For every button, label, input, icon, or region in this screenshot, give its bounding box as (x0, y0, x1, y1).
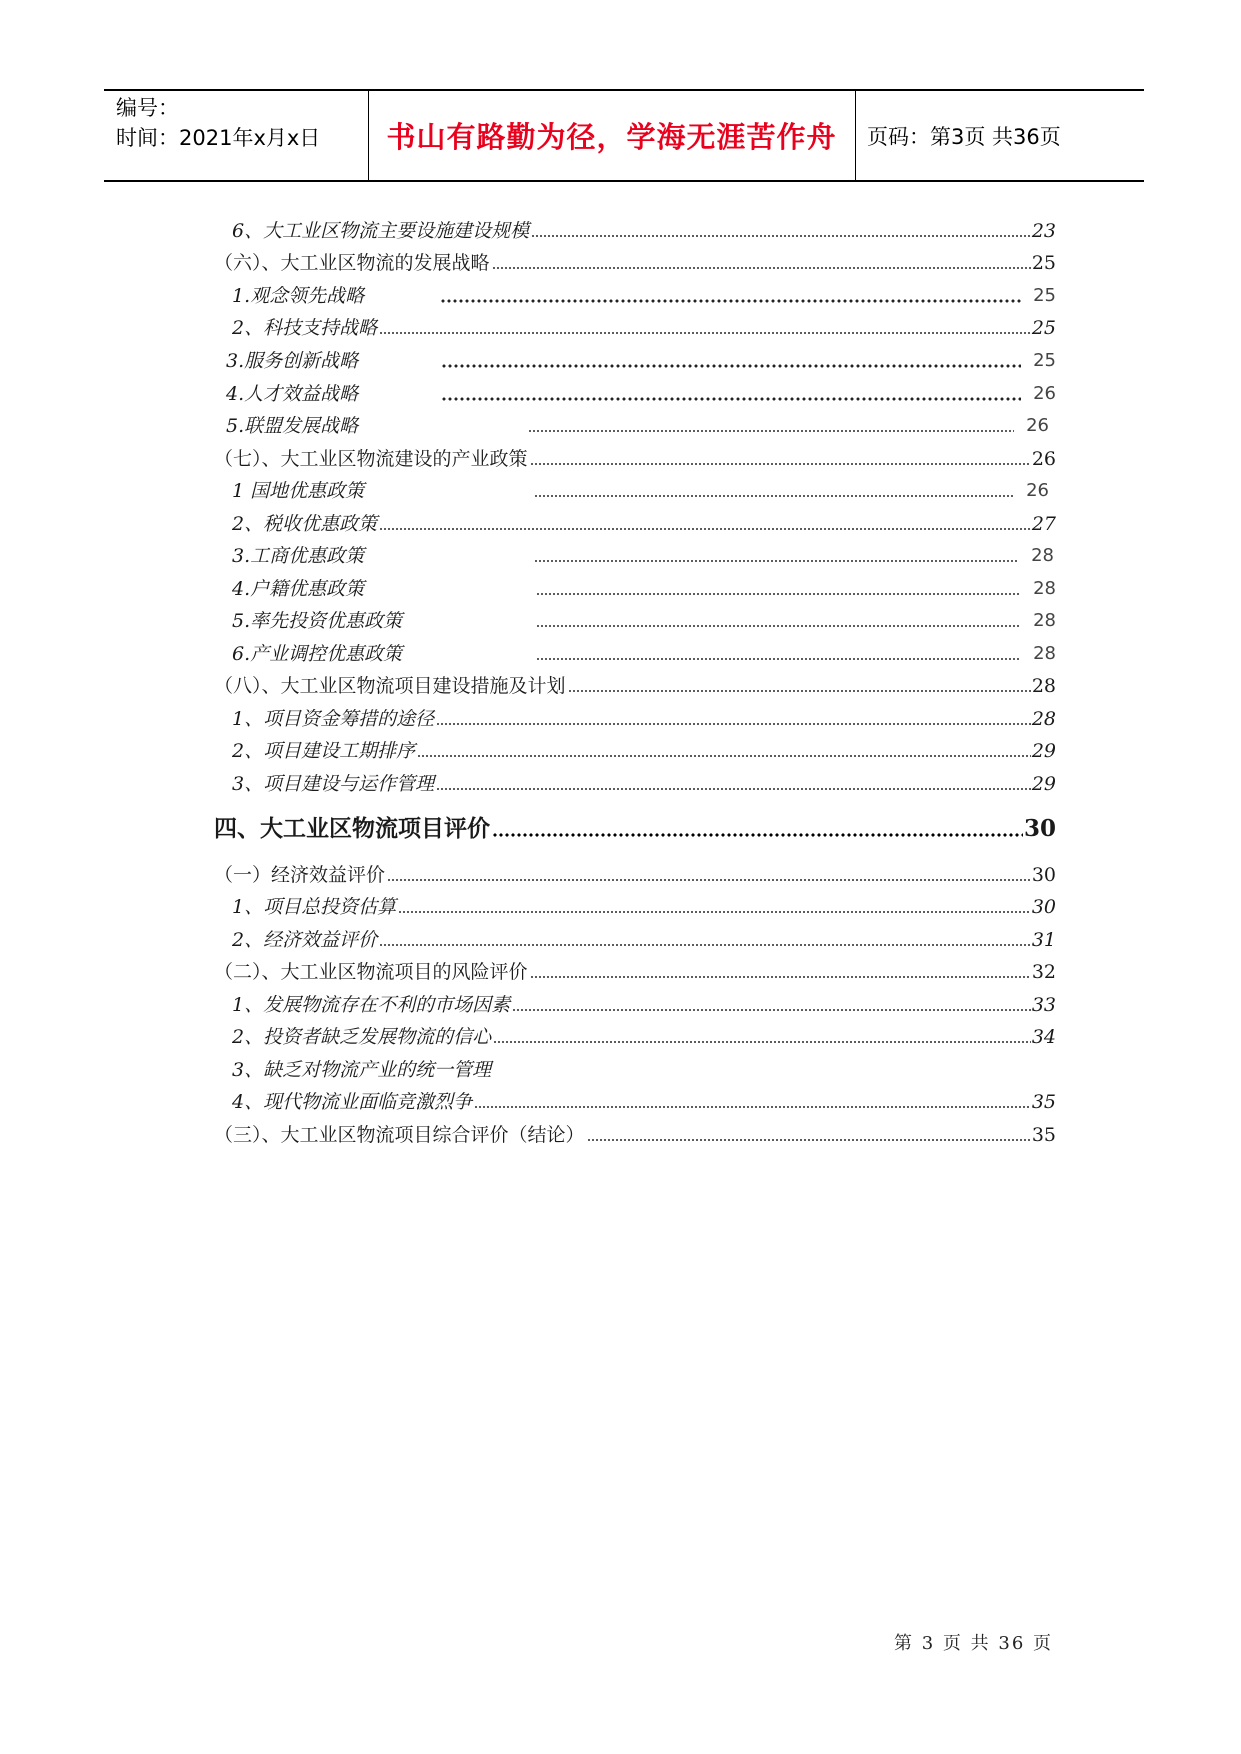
toc-leader-dots (440, 298, 1021, 304)
toc-entry-label: （六）、大工业区物流的发展战略 (214, 252, 490, 274)
toc-leader-dots (530, 975, 1031, 979)
toc-entry[interactable] (232, 506, 1056, 536)
toc-entry[interactable] (232, 889, 1056, 919)
toc-entry[interactable] (232, 766, 1056, 796)
toc-leader-dots (398, 910, 1031, 914)
toc-entry-label: 2、项目建设工期排序 (232, 740, 416, 762)
toc-entry-page: 26 (1033, 383, 1056, 404)
toc-entry-page: 25 (1031, 252, 1056, 274)
toc-leader-dots (528, 429, 1014, 433)
toc-entry-page: 23 (1031, 220, 1056, 242)
toc-entry-page: 27 (1031, 513, 1056, 535)
toc-entry-label: 3.工商优惠政策 (232, 545, 365, 567)
toc-entry-label: 1、项目总投资估算 (232, 896, 397, 918)
toc-entry-label: 6、大工业区物流主要设施建设规模 (232, 220, 530, 242)
toc-entry[interactable] (232, 922, 1056, 952)
toc-entry-page: 29 (1031, 773, 1056, 795)
toc-entry-label: （二）、大工业区物流项目的风险评价 (214, 961, 528, 983)
toc-entry[interactable] (214, 245, 1056, 275)
toc-leader-dots (417, 754, 1031, 758)
toc-entry[interactable] (232, 733, 1056, 763)
toc-leader-dots (379, 331, 1031, 335)
toc-entry-page: 25 (1031, 317, 1056, 339)
toc-entry[interactable] (214, 441, 1056, 471)
toc-entry[interactable] (226, 408, 1049, 438)
toc-entry-page: 28 (1033, 643, 1056, 664)
toc-entry-page: 34 (1031, 1026, 1056, 1048)
toc-leader-dots (568, 689, 1031, 693)
toc-entry[interactable] (232, 538, 1054, 568)
header-meta (116, 93, 320, 153)
toc-entry-label: 3、项目建设与运作管理 (232, 773, 435, 795)
toc-entry-label: （三）、大工业区物流项目综合评价（结论） (214, 1124, 585, 1146)
toc-entry[interactable] (232, 701, 1056, 731)
toc-entry-label: 4、现代物流业面临竞激烈争 (232, 1091, 473, 1113)
toc-leader-dots (587, 1138, 1031, 1142)
header-divider (855, 91, 856, 180)
toc-entry-label: 2、经济效益评价 (232, 929, 378, 951)
toc-leader-dots (534, 559, 1019, 563)
toc-entry-page: 33 (1031, 994, 1056, 1016)
toc-entry-page: 31 (1031, 929, 1056, 951)
toc-entry-page: 29 (1031, 740, 1056, 762)
toc-entry-page: 26 (1026, 480, 1049, 501)
toc-entry[interactable] (232, 1084, 1056, 1114)
toc-entry-page: 30 (1031, 864, 1056, 886)
toc-leader-dots (536, 592, 1021, 596)
page-header (104, 89, 1144, 182)
toc-entry[interactable] (226, 343, 1056, 373)
toc-leader-dots (474, 1105, 1031, 1109)
toc-leader-dots (379, 527, 1031, 531)
toc-entry-label: 3.服务创新战略 (226, 350, 359, 372)
document-time-label: 时间：2021年x月x日 (116, 126, 321, 150)
toc-entry-label: （八）、大工业区物流项目建设措施及计划 (214, 675, 566, 697)
toc-leader-dots (387, 878, 1031, 882)
toc-leader-dots (536, 624, 1021, 628)
toc-entry-label: 2、科技支持战略 (232, 317, 378, 339)
toc-entry-page: 25 (1033, 285, 1056, 306)
toc-entry[interactable] (232, 571, 1056, 601)
toc-entry-label: 2、投资者缺乏发展物流的信心 (232, 1026, 492, 1048)
toc-entry[interactable] (214, 1117, 1056, 1147)
toc-entry-label: （一）经济效益评价 (214, 864, 386, 886)
toc-leader-dots (441, 363, 1021, 369)
toc-entry-page: 28 (1031, 708, 1056, 730)
toc-entry-page: 35 (1031, 1124, 1056, 1146)
toc-entry[interactable] (214, 668, 1056, 698)
toc-entry-page: 28 (1033, 578, 1056, 599)
toc-entry-page: 26 (1026, 415, 1049, 436)
toc-entry-label: 1 国地优惠政策 (232, 480, 365, 502)
toc-entry[interactable] (232, 473, 1049, 503)
toc-leader-dots (436, 722, 1031, 726)
header-page-info: 页码：第3页 共36页 (867, 124, 1061, 149)
toc-entry-label: 4.人才效益战略 (226, 383, 359, 405)
toc-entry-page: 28 (1033, 610, 1056, 631)
toc-entry-page: 25 (1033, 350, 1056, 371)
document-number-label: 编号： (116, 96, 179, 120)
toc-entry-label: 3、缺乏对物流产业的统一管理 (232, 1059, 492, 1081)
toc-entry[interactable] (232, 213, 1056, 243)
toc-entry[interactable] (226, 376, 1056, 406)
toc-leader-dots (512, 1008, 1031, 1012)
toc-entry-page: 30 (1031, 896, 1056, 918)
page-footer: 第 3 页 共 36 页 (894, 1633, 1053, 1654)
toc-entry[interactable] (232, 1019, 1056, 1049)
toc-entry-label: 1、发展物流存在不利的市场因素 (232, 994, 511, 1016)
toc-entry[interactable] (232, 278, 1056, 308)
toc-entry[interactable] (232, 1052, 1056, 1082)
toc-entry[interactable] (214, 954, 1056, 984)
toc-entry-page: 28 (1031, 545, 1054, 566)
toc-entry-label: 1、项目资金筹措的途径 (232, 708, 435, 730)
toc-entry-page: 28 (1031, 675, 1056, 697)
toc-entry-page: 35 (1031, 1091, 1056, 1113)
toc-entry[interactable] (214, 857, 1056, 887)
toc-leader-dots (530, 462, 1031, 466)
toc-leader-dots (441, 396, 1021, 402)
toc-entry-label: 2、税收优惠政策 (232, 513, 378, 535)
toc-entry[interactable] (232, 603, 1056, 633)
toc-entry-page: 30 (1023, 815, 1056, 842)
toc-entry-label: 四、大工业区物流项目评价 (214, 815, 490, 842)
toc-entry[interactable] (232, 636, 1056, 666)
toc-entry-label: 1.观念领先战略 (232, 285, 365, 307)
toc-leader-dots (534, 494, 1014, 498)
toc-entry-label: 4.户籍优惠政策 (232, 578, 365, 600)
toc-chapter-entry[interactable] (214, 804, 1056, 844)
toc-leader-dots (531, 234, 1031, 238)
toc-leader-dots (492, 832, 1023, 838)
toc-entry-page: 26 (1031, 448, 1056, 470)
toc-entry-page: 32 (1031, 961, 1056, 983)
toc-leader-dots (436, 787, 1031, 791)
toc-entry[interactable] (232, 310, 1056, 340)
toc-leader-dots (492, 266, 1031, 270)
header-motto: 书山有路勤为径，学海无涯苦作舟 (386, 120, 837, 154)
toc-entry[interactable] (232, 987, 1056, 1017)
toc-entry-label: （七）、大工业区物流建设的产业政策 (214, 448, 528, 470)
toc-leader-dots (493, 1040, 1031, 1044)
toc-leader-dots (536, 657, 1021, 661)
toc-entry-label: 6.产业调控优惠政策 (232, 643, 403, 665)
toc-entry-label: 5.联盟发展战略 (226, 415, 359, 437)
toc-leader-dots (379, 943, 1031, 947)
toc-entry-label: 5.率先投资优惠政策 (232, 610, 403, 632)
